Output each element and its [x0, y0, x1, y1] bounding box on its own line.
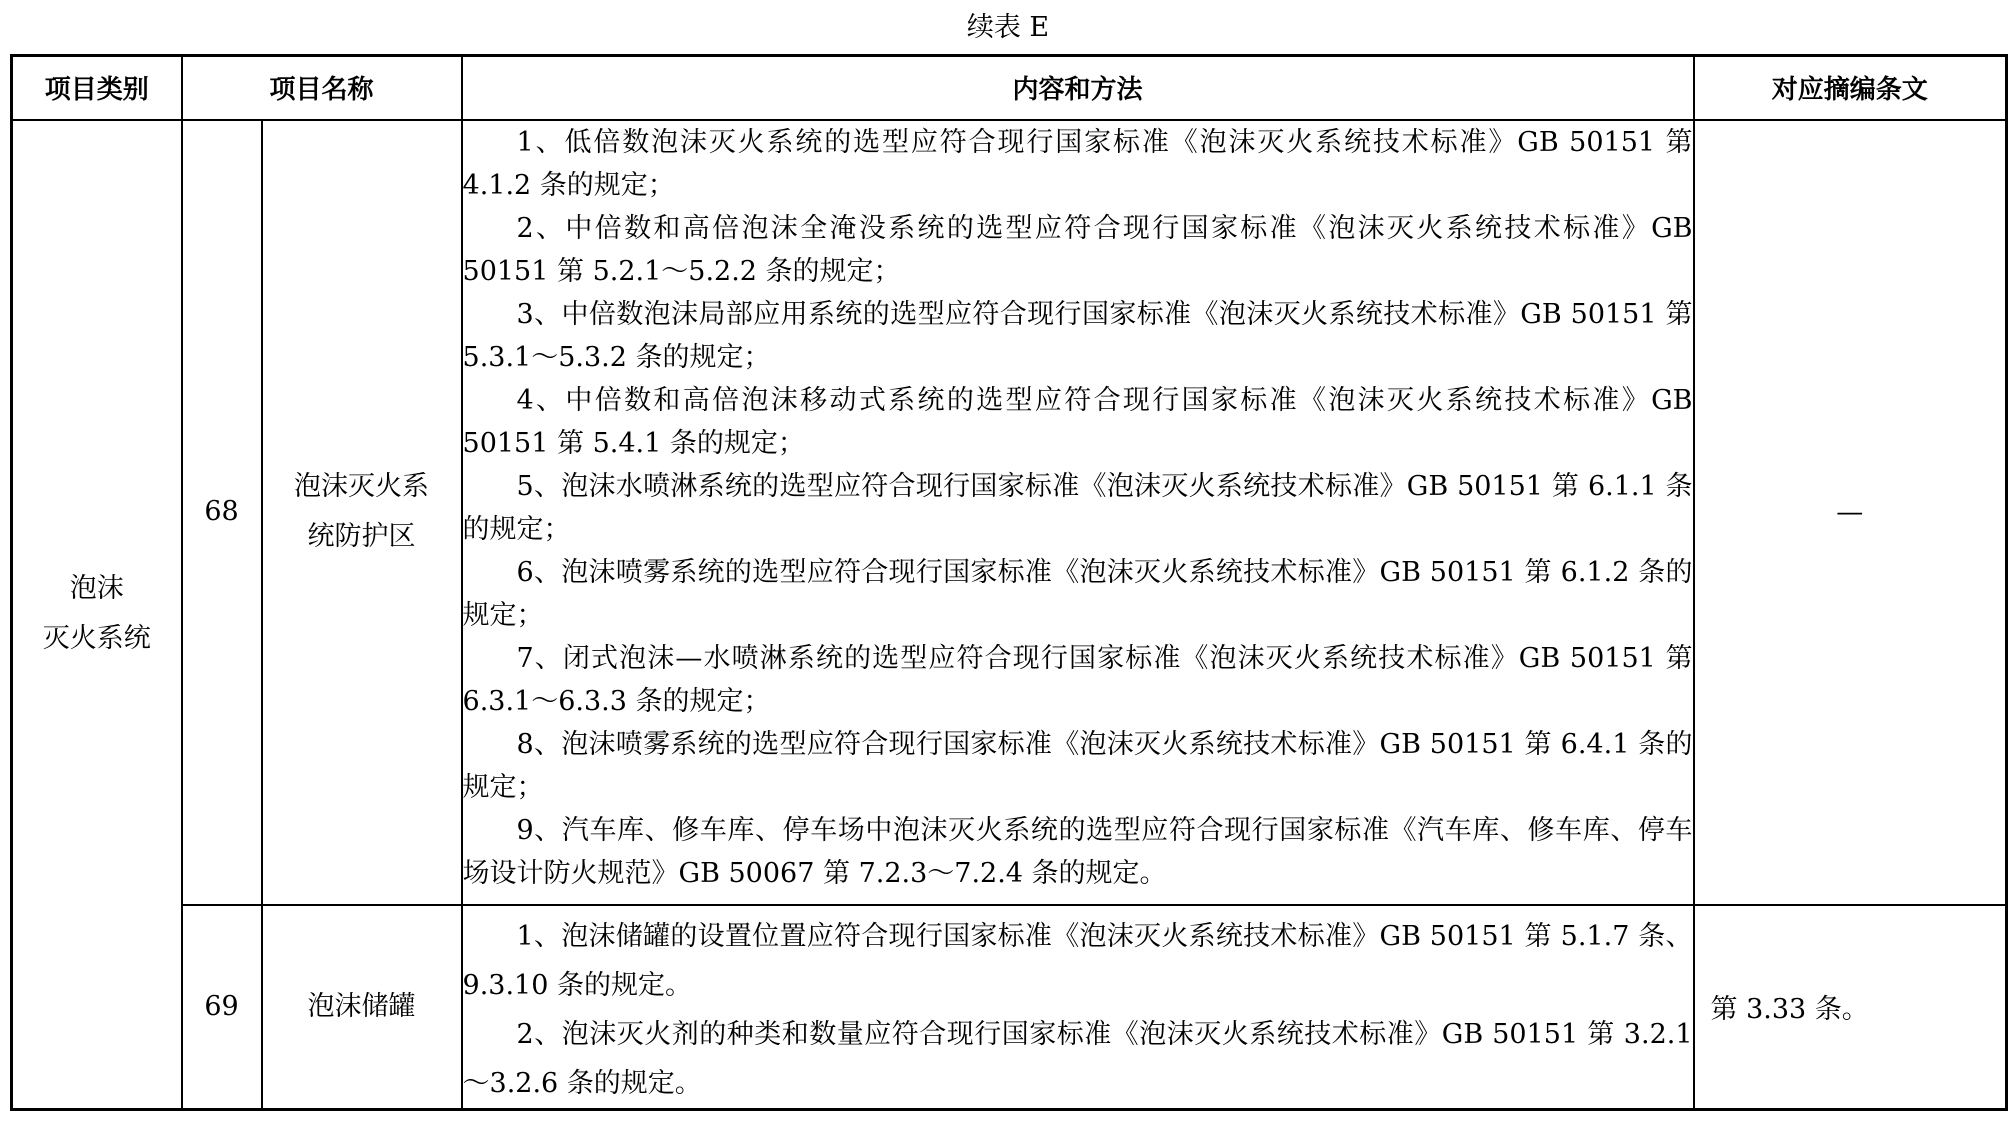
header-row — [12, 56, 2007, 120]
header-item-name: 项目名称 — [182, 56, 462, 120]
content-paragraph: 4、中倍数和高倍泡沫移动式系统的选型应符合现行国家标准《泡沫灭火系统技术标准》GB 50151 第 5.4.1 条的规定； — [462, 384, 1693, 459]
header-reference: 对应摘编条文 — [1694, 56, 2007, 120]
content-paragraph: 2、泡沫灭火剂的种类和数量应符合现行国家标准《泡沫灭火系统技术标准》GB 50151 第 3.2.1～3.2.6 条的规定。 — [462, 1018, 1693, 1099]
content-paragraph: 1、低倍数泡沫灭火系统的选型应符合现行国家标准《泡沫灭火系统技术标准》GB 50151 第 4.1.2 条的规定； — [462, 126, 1693, 201]
inspection-table — [10, 54, 2008, 1111]
content-paragraph: 1、泡沫储罐的设置位置应符合现行国家标准《泡沫灭火系统技术标准》GB 50151 第 5.1.7 条、9.3.10 条的规定。 — [462, 920, 1693, 1001]
table-row — [12, 120, 2007, 905]
content-paragraph: 6、泡沫喷雾系统的选型应符合现行国家标准《泡沫灭火系统技术标准》GB 50151 第 6.1.2 条的规定； — [462, 556, 1693, 631]
content-paragraph: 5、泡沫水喷淋系统的选型应符合现行国家标准《泡沫灭火系统技术标准》GB 50151 第 6.1.1 条的规定； — [462, 470, 1693, 545]
content-paragraph: 8、泡沫喷雾系统的选型应符合现行国家标准《泡沫灭火系统技术标准》GB 50151 第 6.4.1 条的规定； — [462, 728, 1693, 803]
content-cell — [462, 120, 1694, 905]
content-cell — [462, 905, 1694, 1110]
item-name: 泡沫储罐 — [262, 905, 462, 1110]
content-paragraph: 7、闭式泡沫—水喷淋系统的选型应符合现行国家标准《泡沫灭火系统技术标准》GB 50151 第 6.3.1～6.3.3 条的规定； — [462, 642, 1693, 717]
reference-cell: — — [1694, 120, 2007, 905]
category-cell: 泡沫 灭火系统 — [12, 120, 182, 1110]
content-paragraph: 2、中倍数和高倍泡沫全淹没系统的选型应符合现行国家标准《泡沫灭火系统技术标准》GB 50151 第 5.2.1～5.2.2 条的规定； — [462, 212, 1693, 287]
item-name: 泡沫灭火系 统防护区 — [262, 120, 462, 905]
content-paragraph: 3、中倍数泡沫局部应用系统的选型应符合现行国家标准《泡沫灭火系统技术标准》GB 50151 第 5.3.1～5.3.2 条的规定； — [462, 298, 1693, 373]
header-content: 内容和方法 — [462, 56, 1694, 120]
reference-cell: 第 3.33 条。 — [1694, 905, 2007, 1110]
item-number: 69 — [182, 905, 262, 1110]
table-row — [12, 905, 2007, 1110]
content-paragraph: 9、汽车库、修车库、停车场中泡沫灭火系统的选型应符合现行国家标准《汽车库、修车库、停车场设计防火规范》GB 50067 第 7.2.3～7.2.4 条的规定。 — [462, 814, 1693, 889]
header-category: 项目类别 — [12, 56, 182, 120]
table-caption: 续表 E — [966, 12, 1050, 43]
item-number: 68 — [182, 120, 262, 905]
